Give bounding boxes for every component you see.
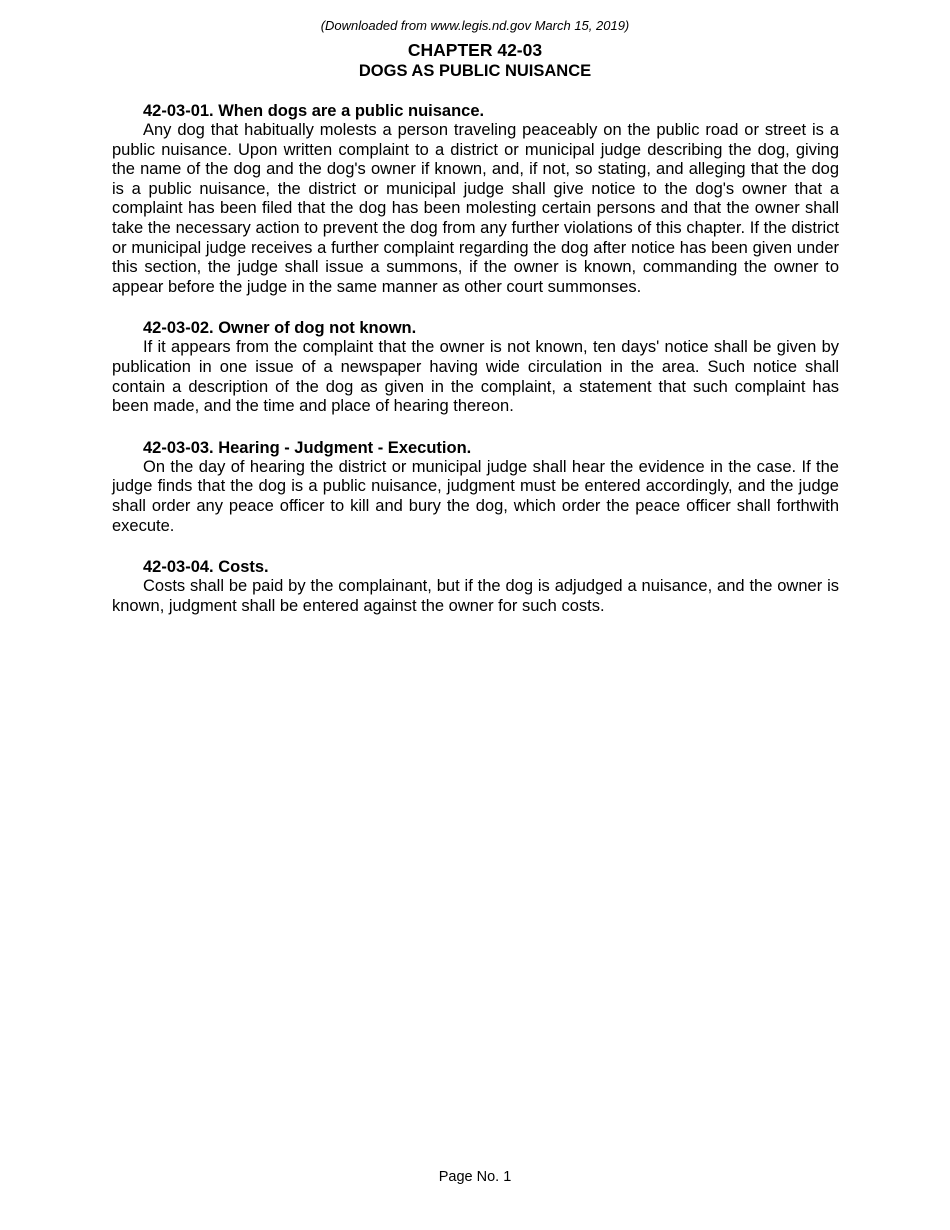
section-body: If it appears from the complaint that the owner is not known, ten days' notice shall be given by publication in one issue of a newspaper having wide circulation in the area. Such notice shall contain a description of the dog as given in the complaint, a statement that such complaint has been made, and the time and place of hearing thereon. xyxy=(112,338,839,416)
section-body: Any dog that habitually molests a person traveling peaceably on the public road or street is a public nuisance. Upon written complaint to a district or municipal judge describing the dog, giving the name of the dog and the dog's owner if known, and, if not, so stating, and alleging that the dog is a public nuisance, the district or municipal judge shall give notice to the dog's owner that a complaint has been filed that the dog has been molesting certain persons and that the owner shall take the necessary action to prevent the dog from any further violations of this chapter. If the district or municipal judge receives a further complaint regarding the dog after notice has been given under this section, the judge shall issue a summons, if the owner is known, commanding the owner to appear before the judge in the same manner as other court summonses. xyxy=(112,121,839,296)
page-number: Page No. 1 xyxy=(438,1169,512,1185)
section-heading: 42-03-03. Hearing - Judgment - Execution. xyxy=(143,438,472,457)
section-body: Costs shall be paid by the complainant, but if the dog is adjudged a nuisance, and the owner is known, judgment shall be entered against the owner for such costs. xyxy=(112,577,839,615)
section-42-03-03 xyxy=(112,438,839,536)
chapter-subtitle: DOGS AS PUBLIC NUISANCE xyxy=(358,62,592,80)
section-heading: 42-03-01. When dogs are a public nuisance. xyxy=(143,102,485,120)
section-heading: 42-03-04. Costs. xyxy=(143,558,269,577)
section-42-03-02 xyxy=(112,318,839,416)
document-content xyxy=(112,101,839,637)
chapter-title: CHAPTER 42-03 xyxy=(407,40,543,60)
section-42-03-04 xyxy=(112,557,839,616)
download-note: (Downloaded from www.legis.nd.gov March 15, 2019) xyxy=(320,18,630,33)
section-42-03-01 xyxy=(112,101,839,297)
section-body: On the day of hearing the district or municipal judge shall hear the evidence in the case. If the judge finds that the dog is a public nuisance, judgment must be entered accordingly, and the judge shall order any peace officer to kill and bury the dog, which order the peace officer shall forthwith execute. xyxy=(112,457,839,535)
section-heading: 42-03-02. Owner of dog not known. xyxy=(143,319,417,338)
